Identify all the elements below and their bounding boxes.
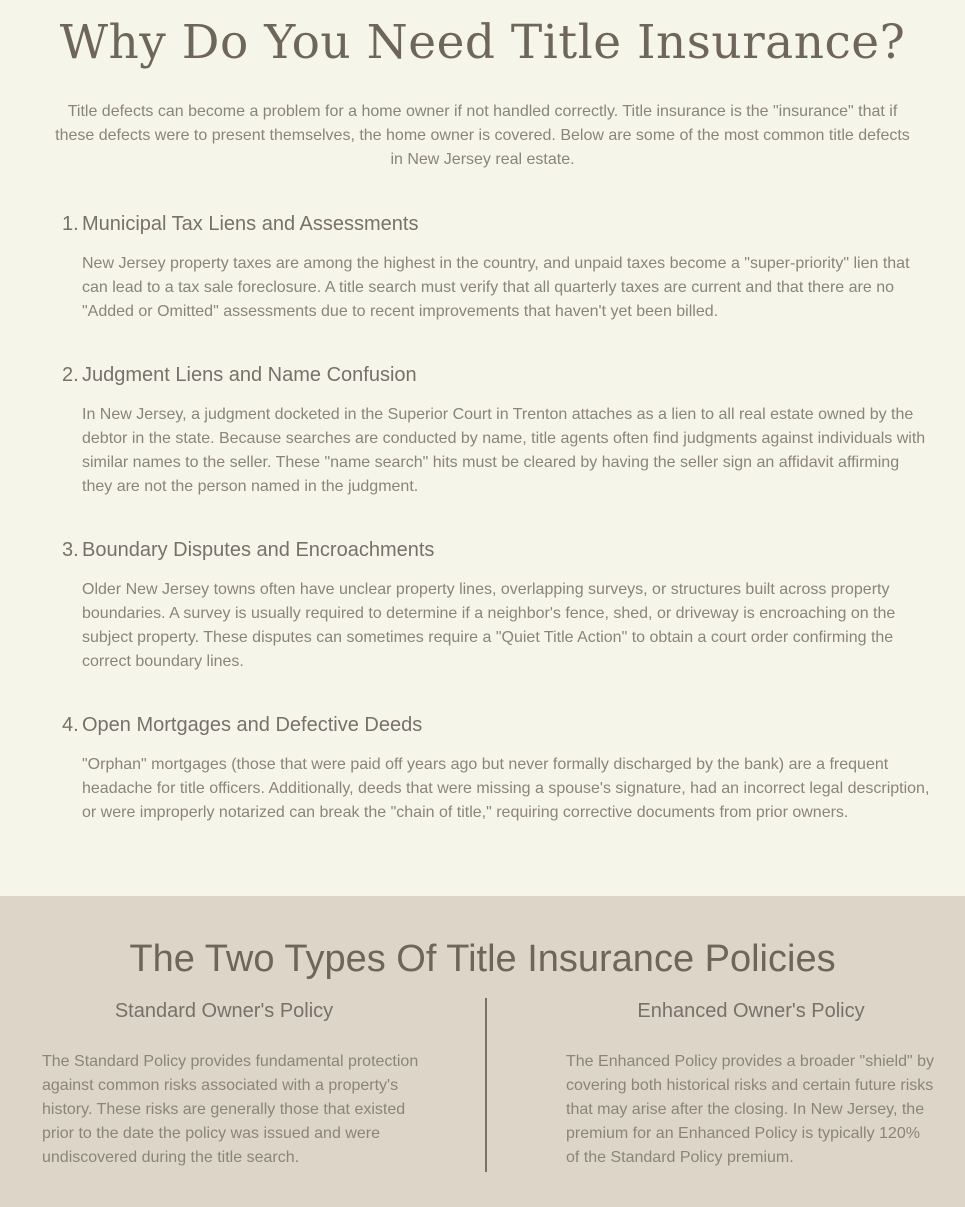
defect-number: 3.	[62, 539, 79, 561]
list-item	[62, 711, 932, 825]
defect-body: New Jersey property taxes are among the highest in the country, and unpaid taxes become a "super-priority" lien that can lead to a tax sale foreclosure. A title search must verify that all quarterly taxes are current and that there are no "Added or Omitted" assessments due to recent improvements that haven't yet been billed.	[82, 255, 910, 320]
enhanced-policy-column	[566, 996, 936, 1170]
defect-body: Older New Jersey towns often have unclear property lines, overlapping surveys, or structures built across property boundaries. A survey is usually required to determine if a neighbor's fence, shed, or driveway is encroaching on the subject property. These disputes can sometimes require a "Quiet Title Action" to obtain a court order confirming the correct boundary lines.	[82, 581, 896, 670]
defect-number: 1.	[62, 213, 79, 235]
defect-heading	[62, 536, 932, 564]
policies-title: The Two Types Of Title Insurance Policies	[129, 938, 836, 980]
defect-heading	[62, 361, 932, 389]
standard-policy-title: Standard Owner's Policy	[114, 1000, 334, 1022]
defect-heading-text: Boundary Disputes and Encroachments	[82, 539, 435, 561]
defect-heading-text: Open Mortgages and Defective Deeds	[82, 714, 423, 736]
defect-body: In New Jersey, a judgment docketed in the Superior Court in Trenton attaches as a lien to all real estate owned by the debtor in the state. Because searches are conducted by name, title agents often find judgments against individuals with similar names to the seller. These "name search" hits must be cleared by having the seller sign an affidavit affirming they are not the person named in the judgment.	[82, 406, 926, 495]
policies-section	[0, 896, 965, 1207]
list-item	[62, 210, 932, 324]
enhanced-policy-body: The Enhanced Policy provides a broader "shield" by covering both historical risks and certain future risks that may arise after the closing. In New Jersey, the premium for an Enhanced Policy is typically 120% of the Standard Policy premium.	[566, 1053, 935, 1166]
standard-policy-body: The Standard Policy provides fundamental protection against common risks associated with a property's history. These risks are generally those that existed prior to the date the policy was issued and were undiscovered during the title search.	[42, 1053, 419, 1166]
list-item	[62, 536, 932, 674]
defect-heading	[62, 210, 932, 238]
enhanced-policy-title: Enhanced Owner's Policy	[637, 1000, 865, 1022]
intro-paragraph: Title defects can become a problem for a home owner if not handled correctly. Title insurance is the "insurance" that if these defects were to present themselves, the home owner is covered. Below are some of the most common title defects in New Jersey real estate.	[55, 103, 910, 168]
defect-heading	[62, 711, 932, 739]
page-title: Why Do You Need Title Insurance?	[59, 15, 906, 70]
list-item	[62, 361, 932, 499]
defect-number: 4.	[62, 714, 79, 736]
defect-heading-text: Judgment Liens and Name Confusion	[82, 364, 417, 386]
standard-policy-column	[42, 996, 422, 1170]
defect-heading-text: Municipal Tax Liens and Assessments	[82, 213, 419, 235]
defect-number: 2.	[62, 364, 79, 386]
column-divider	[485, 998, 487, 1172]
defect-body: "Orphan" mortgages (those that were paid off years ago but never formally discharged by the bank) are a frequent headache for title officers. Additionally, deeds that were missing a spouse's signature, had an incorrect legal description, or were improperly notarized can break the "chain of title," requiring corrective documents from prior owners.	[82, 756, 930, 821]
